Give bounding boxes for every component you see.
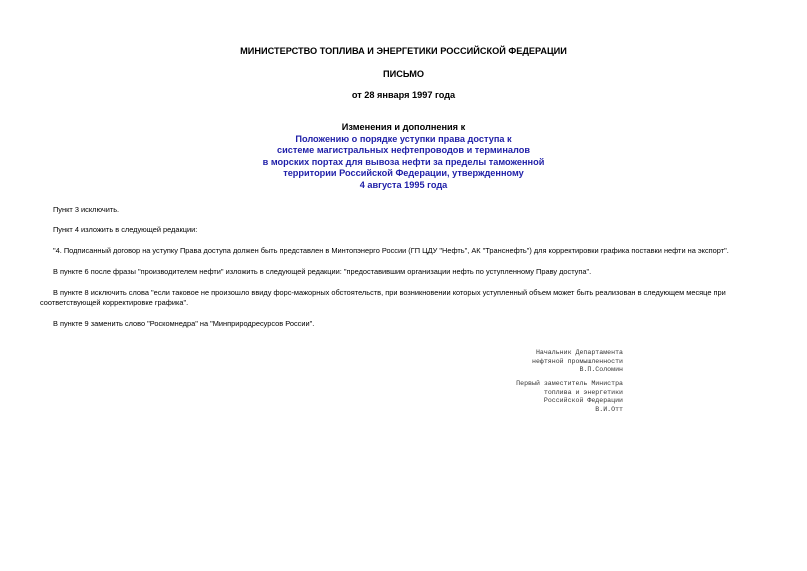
paragraph-text: В пункте 8 исключить слова "если таковое не произошло ввиду форс-мажорных обстоятельств, при возникновении которых уступленный объем может быть реализован в следующем месяце при соответствующей корректировке графика".	[40, 288, 726, 307]
signature-name: В.П.Соломин	[579, 366, 623, 374]
subject-link-line-2[interactable]: системе магистральных нефтепроводов и терминалов	[277, 145, 530, 156]
paragraph-text: Пункт 4 изложить в следующей редакции:	[53, 225, 198, 234]
body-paragraph-4	[40, 267, 770, 277]
subject-link-line-5[interactable]: 4 августа 1995 года	[359, 179, 448, 190]
body-paragraph-1	[40, 205, 770, 215]
subject-link-line-1[interactable]: Положению о порядке уступки права доступа к	[295, 133, 512, 144]
signature-line: Российской Федерации	[543, 397, 623, 405]
document-subject	[0, 122, 807, 192]
signature-line: топлива и энергетики	[543, 388, 623, 396]
paragraph-text: Пункт 3 исключить.	[53, 205, 120, 214]
body-paragraph-3	[40, 246, 770, 256]
signature-block-2	[516, 380, 623, 414]
document-type: ПИСЬМО	[382, 69, 425, 79]
signature-line: Первый заместитель Министра	[516, 380, 623, 387]
signature-line: Начальник Департамента	[535, 349, 623, 356]
signature-block-1	[532, 349, 623, 375]
paragraph-text: В пункте 9 заменить слово "Роскомнедра" на "Минприродресурсов России".	[53, 319, 315, 328]
subject-link-line-4[interactable]: территории Российской Федерации, утвержденному	[283, 168, 524, 179]
signature-name: В.И.Отт	[595, 405, 623, 413]
subject-intro: Изменения и дополнения к	[341, 122, 466, 132]
subject-link-line-3[interactable]: в морских портах для вывоза нефти за пределы таможенной	[262, 156, 545, 167]
ministry-title: МИНИСТЕРСТВО ТОПЛИВА И ЭНЕРГЕТИКИ РОССИЙСКОЙ ФЕДЕРАЦИИ	[240, 46, 567, 56]
body-paragraph-2	[40, 225, 770, 235]
body-paragraph-6	[40, 319, 770, 329]
paragraph-text: В пункте 6 после фразы "производителем нефти" изложить в следующей редакции: "предоставившим организации нефть по уступленному Праву доступа".	[53, 267, 592, 276]
signature-line: нефтяной промышленности	[531, 357, 623, 365]
paragraph-text: "4. Подписанный договор на уступку Права доступа должен быть представлен в Минтопэнерго России (ГП ЦДУ "Нефть", АК "Транснефть") для корректировки графика поставки нефти на экспорт".	[53, 246, 729, 255]
document-date: от 28 января 1997 года	[351, 90, 456, 100]
body-paragraph-5	[40, 288, 770, 307]
